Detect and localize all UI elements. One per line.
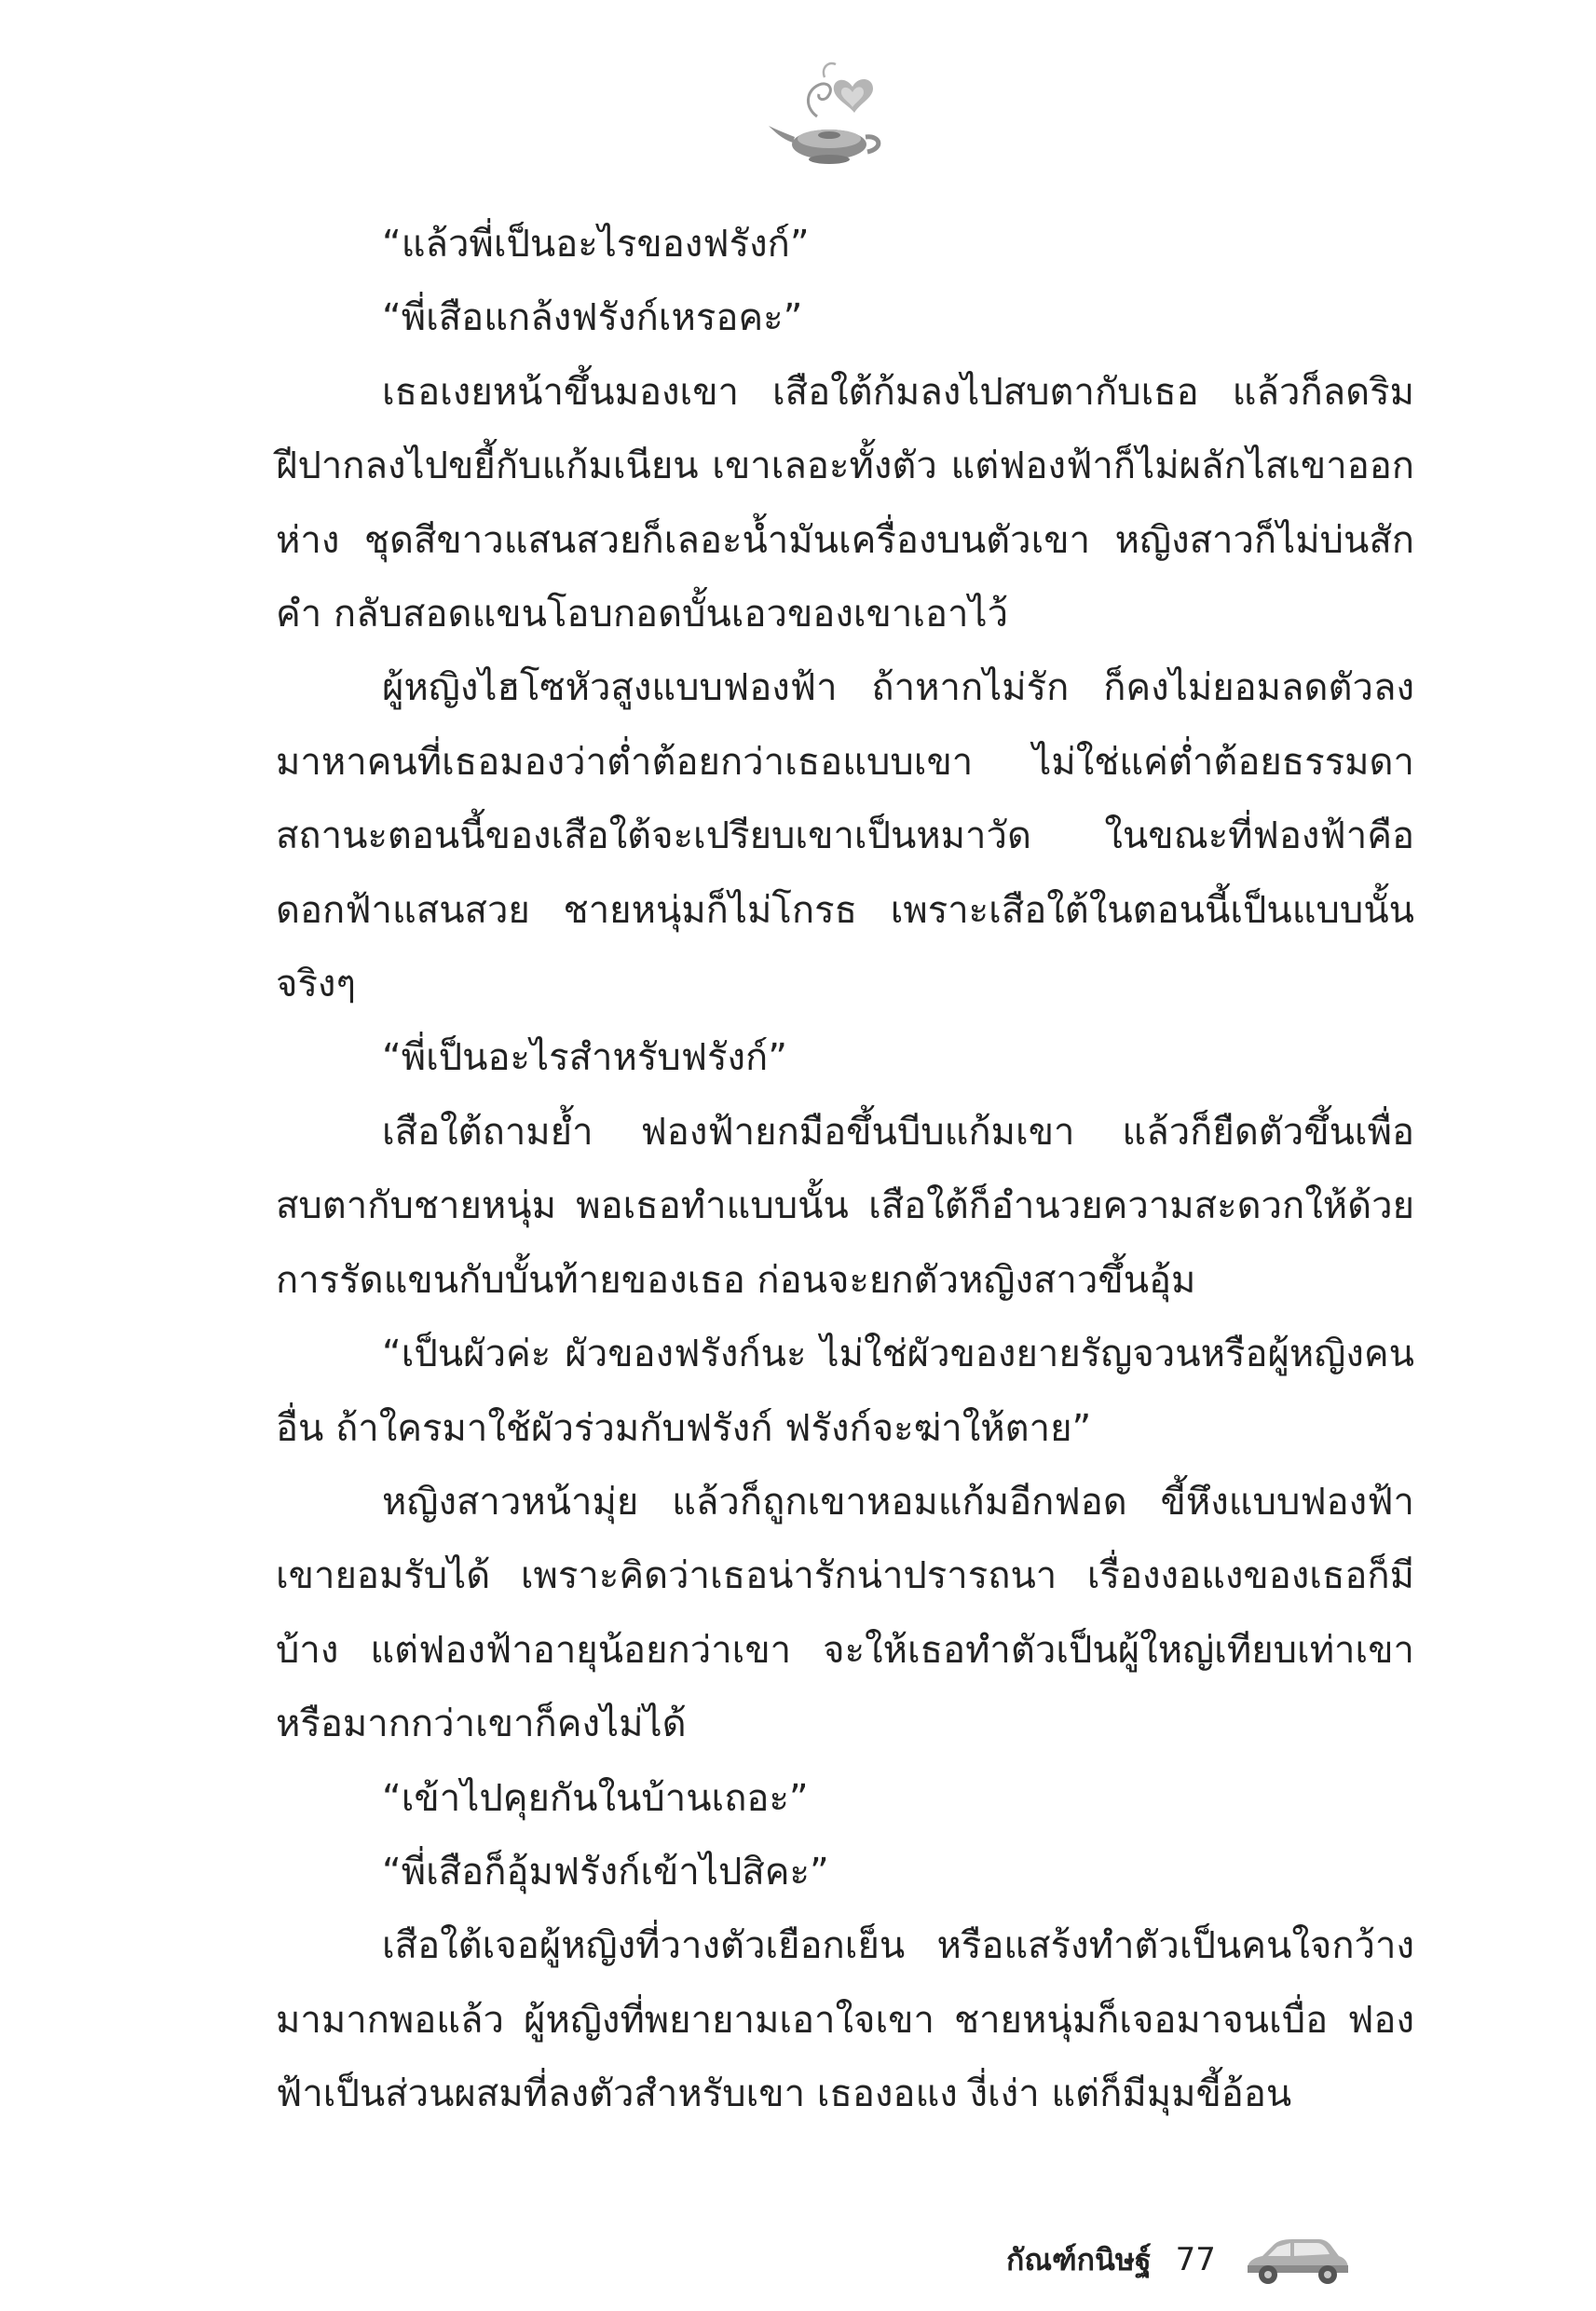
dialogue-line: “เข้าไปคุยกันในบ้านเถอะ”: [382, 1776, 809, 1820]
paragraph: เสือใต้เจอผู้หญิงที่วางตัวเยือกเย็น หรือแสร้งทำตัวเป็นคนใจกว้างมามากพอแล้ว ผู้หญิงที่พยายามเอาใจเขา ชายหนุ่มก็เจอมาจนเบื่อ ฟองฟ้าเป็นส่วนผสมที่ลงตัวสำหรับเขา เธองอแง งี่เง่า แต่ก็มีมุมขี้อ้อน: [276, 1924, 1414, 2116]
paragraph: เสือใต้ถามย้ำ ฟองฟ้ายกมือขึ้นบีบแก้มเขา แล้วก็ยืดตัวขึ้นเพื่อสบตากับชายหนุ่ม พอเธอทำแบบนั้น เสือใต้ก็อำนวยความสะดวกให้ด้วยการรัดแขนกับบั้นท้ายของเธอ ก่อนจะยกตัวหญิงสาวขึ้นอุ้ม: [276, 1110, 1414, 1302]
paragraph: เธอเงยหน้าขึ้นมองเขา เสือใต้ก้มลงไปสบตากับเธอ แล้วก็ลดริมฝีปากลงไปขยี้กับแก้มเนียน เขาเลอะทั้งตัว แต่ฟองฟ้าก็ไม่ผลักไสเขาออกห่าง ชุดสีขาวแสนสวยก็เลอะน้ำมันเครื่องบนตัวเขา หญิงสาวก็ไม่บ่นสักคำ กลับสอดแขนโอบกอดบั้นเอวของเขาเอาไว้: [276, 370, 1414, 636]
page-number: 77: [1175, 2241, 1216, 2278]
dialogue-line: “พี่เสือก็อุ้มฟรังก์เข้าไปสิคะ”: [382, 1850, 829, 1894]
page-footer: [1006, 2227, 1435, 2292]
teapot-heart-ornament-icon: [759, 51, 899, 172]
main-text: [276, 208, 1414, 2132]
dialogue-line: “เป็นผัวค่ะ ผัวของฟรังก์นะ ไม่ใช่ผัวของยายรัญจวนหรือผู้หญิงคนอื่น ถ้าใครมาใช้ผัวร่วมกับฟรังก์ ฟรังก์จะฆ่าให้ตาย”: [276, 1333, 1414, 1450]
dialogue-line: “แล้วพี่เป็นอะไรของฟรังก์”: [382, 223, 810, 266]
dialogue-line: “พี่เป็นอะไรสำหรับฟรังก์”: [382, 1036, 787, 1080]
book-title: กัณฑ์กนิษฐ์: [1006, 2241, 1152, 2277]
car-icon: [1240, 2234, 1352, 2286]
dialogue-line: “พี่เสือแกล้งฟรังก์เหรอคะ”: [382, 296, 803, 340]
paragraph: ผู้หญิงไฮโซหัวสูงแบบฟองฟ้า ถ้าหากไม่รัก ก็คงไม่ยอมลดตัวลงมาหาคนที่เธอมองว่าต่ำต้อยกว่าเธอแบบเขา ไม่ใช่แค่ต่ำต้อยธรรมดา สถานะตอนนี้ของเสือใต้จะเปรียบเขาเป็นหมาวัด ในขณะที่ฟองฟ้าคือดอกฟ้าแสนสวย ชายหนุ่มก็ไม่โกรธ เพราะเสือใต้ในตอนนี้เป็นแบบนั้นจริงๆ: [276, 666, 1414, 1006]
paragraph: หญิงสาวหน้ามุ่ย แล้วก็ถูกเขาหอมแก้มอีกฟอด ขี้หึงแบบฟองฟ้าเขายอมรับได้ เพราะคิดว่าเธอน่ารักน่าปรารถนา เรื่องงอแงของเธอก็มีบ้าง แต่ฟองฟ้าอายุน้อยกว่าเขา จะให้เธอทำตัวเป็นผู้ใหญ่เทียบเท่าเขาหรือมากกว่าเขาก็คงไม่ได้: [276, 1480, 1414, 1746]
